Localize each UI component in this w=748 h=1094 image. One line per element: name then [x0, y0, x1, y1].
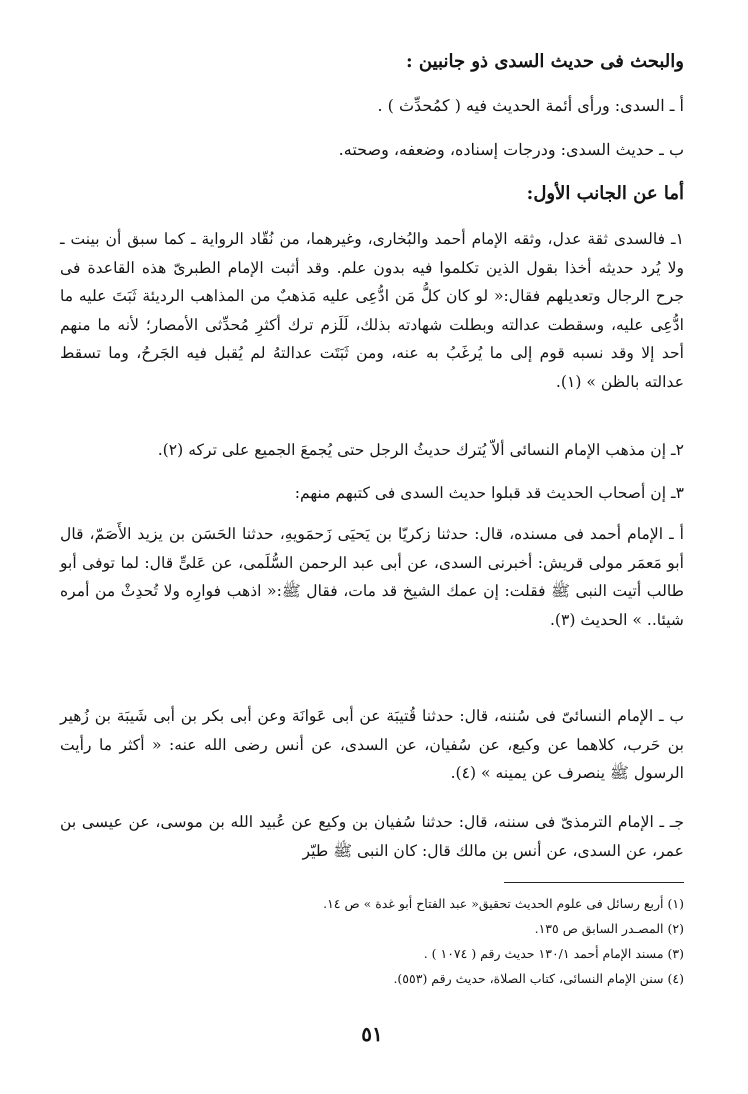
page-body [60, 0, 684, 1094]
aspect-b-line: ب ـ حديث السدى: ودرجات إسناده، وضعفه، وصحته. [338, 140, 684, 159]
point-3-paragraph: ٣ـ إن أصحاب الحديث قد قبلوا حديث السدى فى كتبهم منهم: [294, 484, 684, 502]
first-aspect-heading: أما عن الجانب الأول: [526, 183, 684, 204]
page-number: ٥١ [361, 1022, 383, 1046]
footnote-3: (٣) مسند الإمام أحمد ١٣٠/١ حديث رقم ( ١٠٧٤ ) . [423, 946, 684, 961]
footnote-4: (٤) سنن الإمام النسائى، كتاب الصلاة، حديث رقم (٥٥٣). [393, 971, 684, 986]
item-b-paragraph: ب ـ الإمام النسائىّ فى سُننه، قال: حدثنا قُتيبَة عن أبى عَوانَة وعن أبى بكر بن أبى شَيبَة بن زُهير بن حَرب، كلاهما عن وكيع، عن سُفيان، عن السدى، عن أنس رضى الله عنه: « أكثر ما رأيت الرسول ﷺ ينصرف عن يمينه » (٤). [60, 707, 684, 782]
point-1-paragraph: ١ـ فالسدى ثقة عدل، وثقه الإمام أحمد والبُخارى، وغيرهما، من نُقّاد الرواية ـ كما سبق أن بينت ـ ولا يُرد حديثه أخذا بقول الذين تكلموا فيه بدون علم. وقد أثبت الإمام الطبرىّ هذه القاعدة فى جرح الرجال وتعديلهم فقال:« لو كان كلُّ مَن ادُّعِى عليه مَذهبٌ من المذاهب الرديئة ثَبَتَ عليه ما ادُّعِى عليه، وسقطت عدالته وبطلت شهادته بذلك، لَلَزم ترك أكثرِ مُحدِّثى الأمصار؛ لأنه ما منهم أحد إلا وقد نسبه قوم إلى ما يُرغَبُ به عنه، ومن ثَبَتَت عدالتهُ لم يُقبل فيه الجَرحُ، وما تسقط عدالته بالظن » (١). [60, 230, 684, 391]
point-2-paragraph: ٢ـ إن مذهب الإمام النسائى ألاّ يُترك حديثُ الرجل حتى يُجمعَ الجميع على تركه (٢). [157, 441, 684, 459]
footnote-1: (١) أربع رسائل فى علوم الحديث تحقيق« عبد الفتاح أبو غدة » ص ١٤. [323, 896, 684, 911]
item-a-paragraph: أ ـ الإمام أحمد فى مسنده، قال: حدثنا زكريّا بن يَحيَى زَحمَويهِ، حدثنا الحَسَن بن يزيد الأَصَمّ، قال أبو مَعمَر مولى قريش: أخبرنى السدى، عن أبى عبد الرحمن السُّلَمى، عن عَلىٍّ قال: لما توفى أبو طالب أتيت النبى ﷺ فقلت: إن عمك الشيخ قد مات، فقال ﷺ:« اذهب فوارِه ولا تُحدِثْ من أمره شيئا.. » الحديث (٣). [60, 525, 684, 629]
footnote-2: (٢) المصـدر السابق ص ١٣٥. [534, 921, 684, 936]
section-heading: والبحث فى حديث السدى ذو جانبين : [406, 51, 684, 72]
item-c-paragraph: جـ ـ الإمام الترمذىّ فى سننه، قال: حدثنا سُفيان بن وكيع عن عُبيد الله بن موسى، عن عيسى بن عمر، عن السدى، عن أنس بن مالك قال: كان النبى ﷺ طيّر [60, 813, 684, 860]
aspect-a-line: أ ـ السدى: ورأى أئمة الحديث فيه ( كمُحدِّث ) . [377, 96, 684, 115]
footnote-divider [504, 882, 684, 883]
